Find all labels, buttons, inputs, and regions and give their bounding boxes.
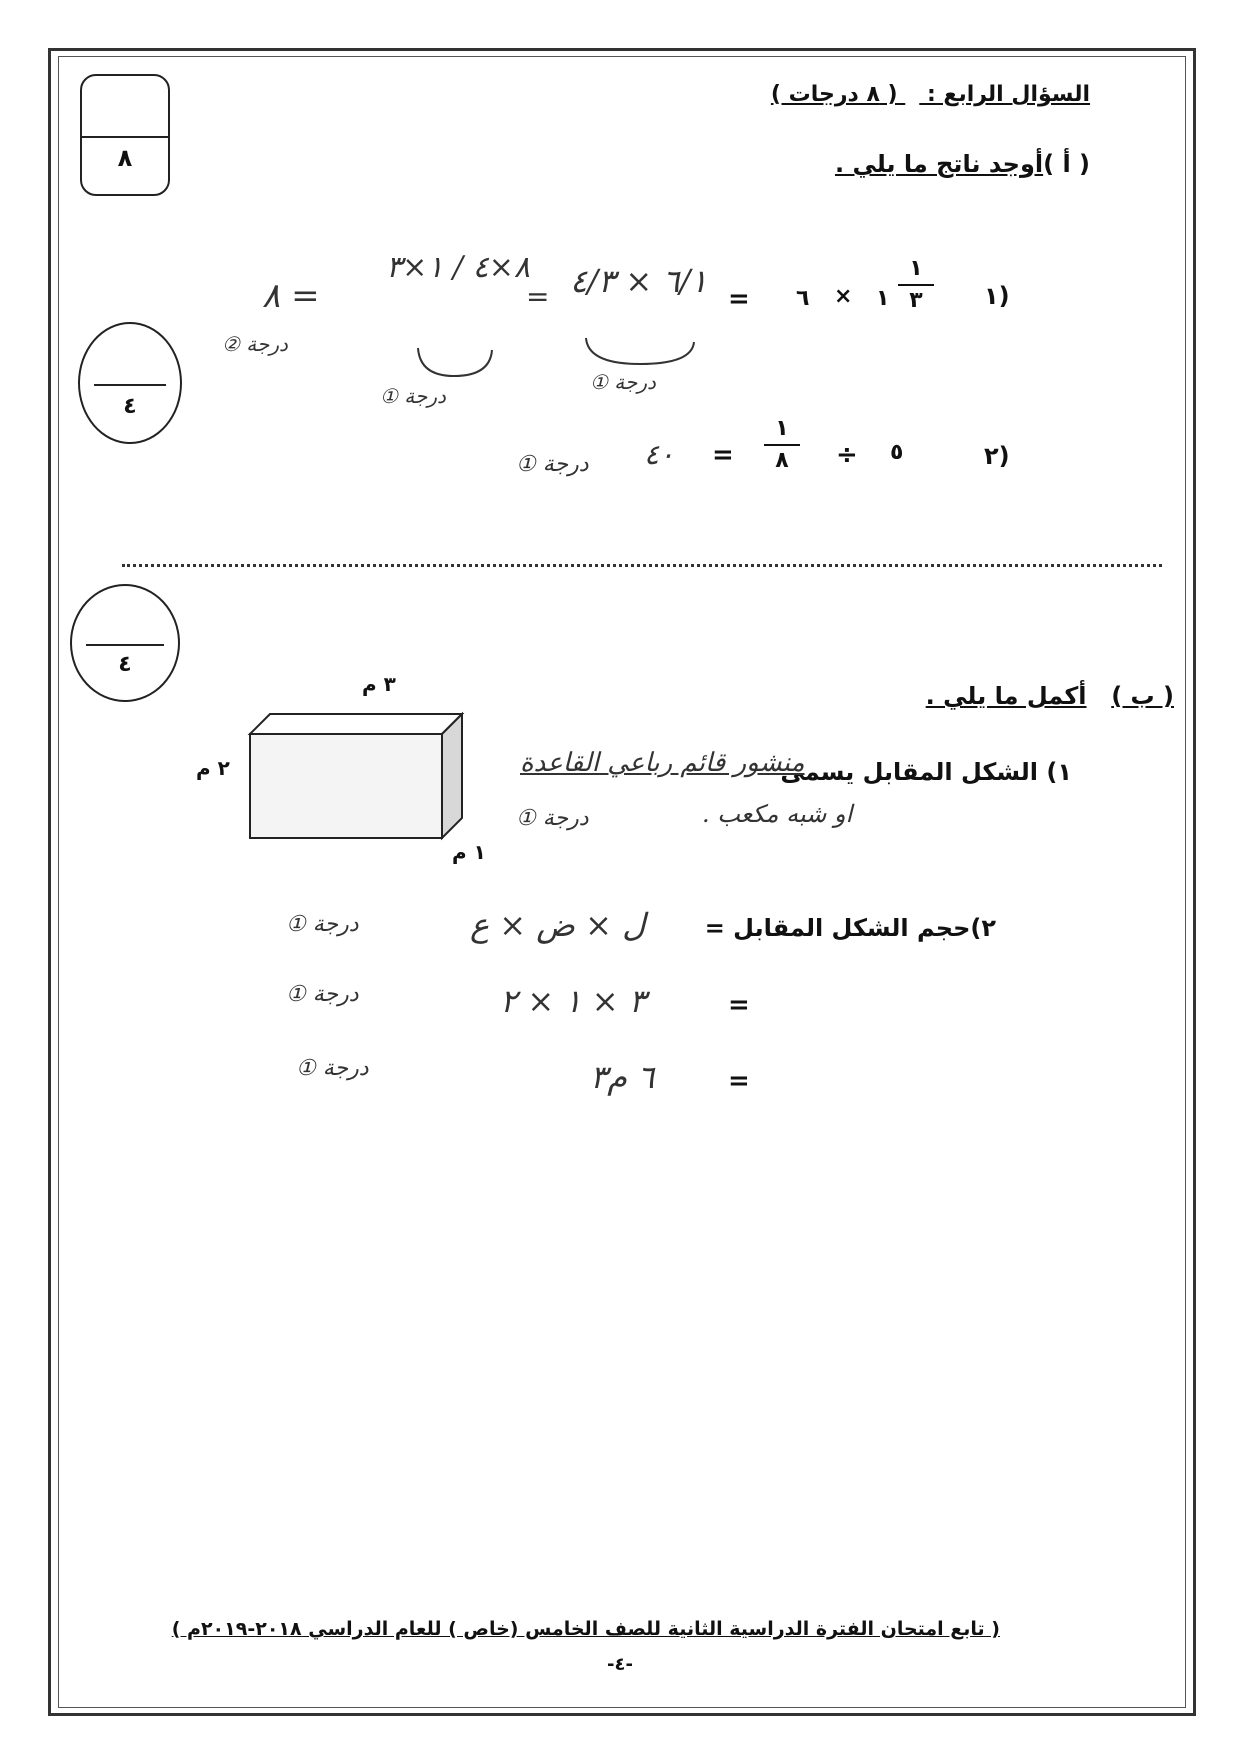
score-divider — [86, 644, 164, 646]
score-divider — [94, 384, 166, 386]
b2-equals-2: = — [728, 990, 750, 1020]
b2-text: حجم الشكل المقابل = — [704, 914, 971, 942]
cuboid-figure — [240, 706, 470, 846]
part-b-label: ( ب ) — [1111, 682, 1174, 710]
b2-hand-line3: ٦ م٣ — [590, 1058, 655, 1096]
a2-frac-num: ١ — [775, 416, 789, 441]
part-b-instruction: أكمل ما يلي . — [925, 682, 1087, 710]
b2-question — [705, 914, 996, 942]
a2-hand-mark: ① درجة — [516, 452, 589, 477]
part-a-heading — [835, 150, 1090, 178]
part-a-score-circle — [78, 322, 182, 444]
a1-hand-equals: = — [526, 280, 550, 313]
page-number: -٤- — [607, 1654, 633, 1675]
a1-mixed-num: ١ — [909, 256, 923, 281]
a1-hand-step1: ٦/١ × ٤/٣ — [570, 262, 708, 300]
a2-equals: = — [712, 440, 734, 470]
a1-mixed-fraction — [898, 258, 934, 312]
b1-hand-answer: منشور قائم رباعي القاعدة — [520, 748, 805, 778]
question-header — [771, 82, 1090, 107]
question-marks: ( ٨ درجات ) — [770, 82, 898, 107]
a1-times-sign: × — [834, 284, 853, 309]
b2-hand-mark-3: ① درجة — [296, 1056, 369, 1081]
a1-number: ١) — [984, 282, 1010, 310]
a1-hand-bracket-1 — [580, 336, 700, 370]
a2-hand-result: ٤٠ — [644, 438, 675, 471]
total-score-value: ٨ — [117, 144, 133, 172]
b2-hand-line2: ٣ × ١ × ٢ — [500, 982, 646, 1020]
cuboid-left-dimension: ٢ م — [196, 756, 230, 780]
b2-hand-mark-2: ① درجة — [286, 982, 359, 1007]
cuboid-top-dimension: ٣ م — [362, 672, 396, 696]
a1-hand-bracket-2 — [410, 346, 500, 380]
part-a-instruction: أوجد ناتج ما يلي . — [834, 150, 1044, 178]
part-a-label: ( أ ) — [1043, 150, 1090, 178]
b2-hand-mark-1: ① درجة — [286, 912, 359, 937]
a2-frac-den: ٨ — [775, 448, 789, 473]
footer-text: ( تابع امتحان الفترة الدراسية الثانية للصف الخامس (خاص ) للعام الدراسي ٢٠١٨-٢٠١٩م ) — [171, 1618, 1000, 1640]
question-title: السؤال الرابع : — [926, 82, 1090, 107]
a2-divide-sign: ÷ — [836, 440, 858, 470]
b2-equals-3: = — [728, 1066, 750, 1096]
part-a-score-value: ٤ — [123, 394, 137, 419]
a1-hand-step2: ٨×٤ / ١×٣ — [386, 250, 530, 285]
a1-hand-mark-1: ① درجة — [590, 370, 656, 394]
cuboid-depth-dimension: ١ م — [452, 840, 486, 864]
a1-hand-mark-3: ② درجة — [222, 332, 288, 356]
total-score-box — [80, 74, 170, 196]
a1-equals: = — [728, 284, 750, 314]
b1-text: الشكل المقابل يسمى — [780, 758, 1039, 786]
score-divider — [82, 136, 168, 138]
b1-hand-alt-answer: او شبه مكعب . — [702, 800, 853, 828]
b1-question — [780, 758, 1072, 786]
b1-hand-mark: ① درجة — [516, 806, 589, 831]
b1-number: ١) — [1046, 758, 1072, 786]
a2-fraction — [764, 418, 800, 472]
b2-hand-line1: ل × ض × ع — [470, 906, 646, 944]
part-b-score-circle — [70, 584, 180, 702]
page-border-inner — [58, 56, 1186, 1708]
a1-mixed-whole: ١ — [876, 286, 890, 311]
part-b-heading — [926, 682, 1174, 710]
part-b-score-value: ٤ — [118, 652, 132, 677]
a2-number: ٢) — [984, 442, 1010, 470]
section-divider — [122, 564, 1162, 567]
a2-whole: ٥ — [890, 440, 904, 465]
a1-mixed-den: ٣ — [909, 288, 923, 313]
b2-number: ٢) — [970, 914, 996, 942]
a1-hand-mark-2: ① درجة — [380, 384, 446, 408]
a1-hand-result: ٨ = — [262, 276, 320, 316]
a1-whole: ٦ — [796, 286, 810, 311]
